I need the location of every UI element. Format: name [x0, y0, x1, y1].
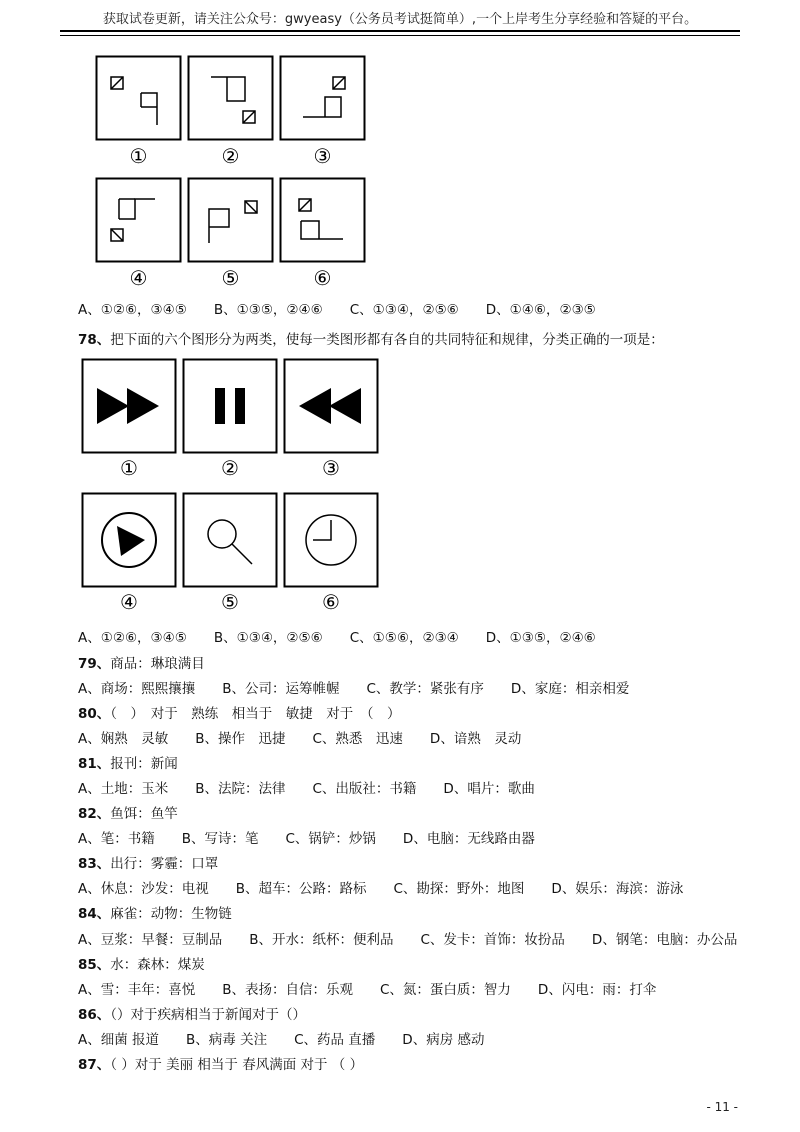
q85-stem — [78, 955, 205, 975]
question-stem-text: 水：森林：煤炭 — [110, 957, 205, 973]
q84-options: A、豆浆：早餐：豆制品 B、开水：纸杯：便利品 C、发卡：首饰：妆扮品 D、钢笔：电脑：办公品 — [78, 932, 738, 948]
q77-label-3: ③ — [313, 144, 332, 168]
q83-options: A、休息：沙发：电视 B、超车：公路：路标 C、勘探：野外：地图 D、娱乐：海滨：游泳 — [78, 881, 684, 897]
q78-figure-clock — [283, 492, 379, 588]
page-header-notice: 获取试卷更新，请关注公众号：gwyeasy（公务员考试挺简单）,一个上岸考生分享经验和答疑的平台。 — [102, 12, 698, 27]
question-stem-text: （）对于疾病相当于新闻对于（） — [110, 1007, 307, 1023]
question-stem-text: 鱼饵：鱼竿 — [110, 806, 178, 822]
question-number: 84、 — [78, 906, 111, 922]
q81-stem — [78, 754, 178, 774]
q78-label-5: ⑤ — [221, 590, 239, 614]
header-rule-thin — [60, 35, 740, 36]
q78-figure-fast-forward — [81, 358, 177, 454]
q82-options: A、笔：书籍 B、写诗：笔 C、锅铲：炒锅 D、电脑：无线路由器 — [78, 831, 535, 847]
q83-stem — [78, 854, 218, 874]
question-stem-text: 报刊：新闻 — [110, 756, 178, 772]
question-number: 82、 — [78, 806, 111, 822]
question-number: 79、 — [78, 656, 111, 672]
q85-options: A、雪：丰年：喜悦 B、表扬：自信：乐观 C、氮：蛋白质：智力 D、闪电：雨：打伞 — [78, 982, 657, 998]
q78-number: 78、 — [78, 332, 111, 348]
question-number: 80、 — [78, 706, 111, 722]
q77-figure-2 — [187, 55, 274, 141]
question-number: 87、 — [78, 1057, 111, 1073]
q77-figure-3 — [279, 55, 366, 141]
q77-label-2: ② — [221, 144, 240, 168]
q78-label-3: ③ — [322, 456, 340, 480]
q78-figure-magnifier — [182, 492, 278, 588]
q78-label-2: ② — [221, 456, 239, 480]
q81-options: A、土地：玉米 B、法院：法律 C、出版社：书籍 D、唱片：歌曲 — [78, 781, 535, 797]
q80-stem — [78, 704, 401, 724]
page-number: - 11 - — [706, 1100, 738, 1114]
q77-label-6: ⑥ — [313, 266, 332, 290]
q78-figure-rewind — [283, 358, 379, 454]
q77-figure-4 — [95, 177, 182, 263]
q87-stem — [78, 1055, 363, 1075]
q79-options: A、商场：熙熙攘攘 B、公司：运筹帷幄 C、教学：紧张有序 D、家庭：相亲相爱 — [78, 681, 630, 697]
question-stem-text: 出行：雾霾：口罩 — [110, 856, 219, 872]
q78-options: A、①②⑥，③④⑤ B、①③④，②⑤⑥ C、①⑤⑥，②③④ D、①③⑤，②④⑥ — [78, 630, 596, 646]
q77-options: A、①②⑥，③④⑤ B、①③⑤，②④⑥ C、①③④，②⑤⑥ D、①④⑥，②③⑤ — [78, 302, 596, 318]
q80-options: A、娴熟 灵敏 B、操作 迅捷 C、熟悉 迅速 D、谙熟 灵动 — [78, 731, 522, 747]
q77-label-1: ① — [129, 144, 148, 168]
q78-label-4: ④ — [120, 590, 138, 614]
question-stem-text: （ ）对于 美丽 相当于 春风满面 对于 （ ） — [110, 1057, 364, 1073]
q78-stem — [78, 330, 664, 350]
q77-figure-5 — [187, 177, 274, 263]
question-stem-text: （ ） 对于 熟练 相当于 敏捷 对于 （ ） — [110, 706, 401, 722]
q77-figure-1 — [95, 55, 182, 141]
q84-stem — [78, 904, 232, 924]
q78-figure-pause — [182, 358, 278, 454]
q77-label-4: ④ — [129, 266, 148, 290]
q77-figure-6 — [279, 177, 366, 263]
q78-stem-text: 把下面的六个图形分为两类，使每一类图形都有各自的共同特征和规律，分类正确的一项是： — [110, 332, 664, 348]
q77-label-5: ⑤ — [221, 266, 240, 290]
question-stem-text: 麻雀：动物：生物链 — [110, 906, 232, 922]
question-stem-text: 商品：琳琅满目 — [110, 656, 205, 672]
q86-stem — [78, 1005, 306, 1025]
q78-figure-play-circle — [81, 492, 177, 588]
question-number: 81、 — [78, 756, 111, 772]
q79-stem — [78, 654, 205, 674]
question-number: 85、 — [78, 957, 111, 973]
q78-label-1: ① — [120, 456, 138, 480]
q86-options: A、细菌 报道 B、病毒 关注 C、药品 直播 D、病房 感动 — [78, 1032, 485, 1048]
question-number: 86、 — [78, 1007, 111, 1023]
q78-label-6: ⑥ — [322, 590, 340, 614]
header-rule-thick — [60, 30, 740, 32]
q82-stem — [78, 804, 178, 824]
question-number: 83、 — [78, 856, 111, 872]
